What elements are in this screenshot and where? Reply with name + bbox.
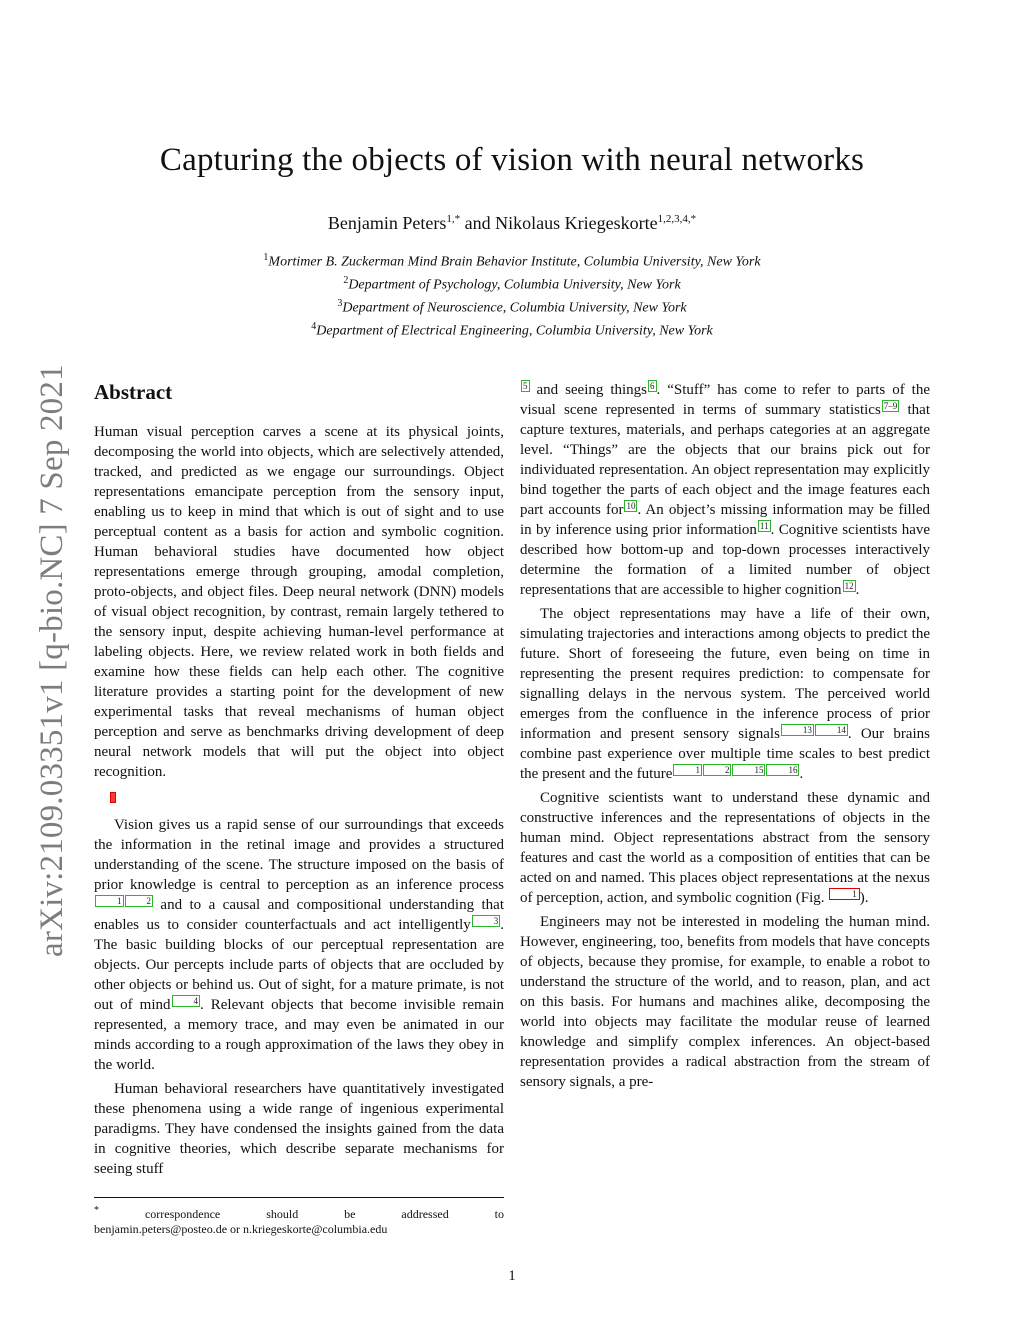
citation-link[interactable]: 14 xyxy=(815,724,848,736)
affiliation-number: 2 xyxy=(343,275,349,287)
citation-link[interactable]: 1 xyxy=(95,895,124,907)
citation-link[interactable]: 1 xyxy=(673,764,702,776)
affiliation xyxy=(0,295,1024,318)
correspondence-footnote xyxy=(94,1197,504,1237)
affiliation-text: Department of Psychology, Columbia University, New York xyxy=(348,277,681,293)
citation-link[interactable]: 6 xyxy=(650,381,655,391)
paragraph-intro: Vision gives us a rapid sense of our surroundings that exceeds the information in the retinal image and provides a structured understanding of the scene. The structure imposed on the basis of prior knowledge is central to perception as an inference process1 2 and to a causal and compositional understanding that enables us to consider counterfactuals and act intelligently 3 . The basic building blocks of our perceptual representation are objects. Our percepts include parts of objects that are occluded by other objects or behind us. Out of sight, for a mature primate, is not out of mind 4 . Relevant objects that become invisible remain represented, a memory trace, and may even be animated in our minds according to a rough approximation of the laws they obey in the world. xyxy=(94,817,504,1073)
citation-link[interactable]: 13 xyxy=(781,724,814,736)
paragraph-behavioral: Human behavioral researchers have quantitatively investigated these phenomena using a wide range of ingenious experimental paradigms. They have condensed the insights gained from the data in cognitive theories, which describe separate mechanisms for seeing stuff xyxy=(94,1081,504,1177)
citation-link[interactable]: 10 xyxy=(626,501,636,511)
citation-link[interactable]: 2 xyxy=(703,764,732,776)
affiliation xyxy=(0,318,1024,341)
author-line xyxy=(0,206,1024,236)
citation-link[interactable]: 11 xyxy=(759,521,769,531)
affiliation xyxy=(0,272,1024,295)
paragraph-engineers: Engineers may not be interested in modeling the human mind. However, engineering, too, benefits from models that have concepts of objects, because they promise, for example, to enable a robot to understand the structure of the world, and to reason, plan, and act on this basis. For humans and machines alike, decomposing the world into objects may facilitate the modular reuse of learned knowledge and simplify complex inferences. An object-based representation provides a radical abstraction from the stream of sensory signals, a pre- xyxy=(520,914,930,1090)
left-column xyxy=(94,380,504,1179)
citation-link[interactable]: 3 xyxy=(472,915,501,927)
citation-link[interactable]: 4 xyxy=(172,995,201,1007)
footnote-line xyxy=(94,1203,504,1222)
author-1: Benjamin Peters xyxy=(327,213,447,233)
citation-link[interactable]: 16 xyxy=(766,764,799,776)
paragraph-cognitive-scientists: Cognitive scientists want to understand these dynamic and constructive inferences and the representations of objects in the human mind. Object representations abstract from the sensory features and cast the world as a composition of entities that can be acted on and named. This places object representations at the nexus of perception, action, and symbolic cognition (Fig. 1 ). xyxy=(520,790,930,906)
author-2: Nikolaus Kriegeskorte xyxy=(495,213,658,233)
affiliation-text: Mortimer B. Zuckerman Mind Brain Behavior Institute, Columbia University, New York xyxy=(268,254,761,270)
author-1-affil: 1,* xyxy=(446,213,461,225)
citation-link[interactable]: 7–9 xyxy=(883,401,898,411)
affiliation-number: 4 xyxy=(311,321,317,333)
footnote-mark: * xyxy=(94,1205,99,1216)
affiliation xyxy=(0,249,1024,272)
citation-link[interactable]: 2 xyxy=(125,895,154,907)
paragraph-behavioral-continued: 5 and seeing things 6 . “Stuff” has come to refer to parts of the visual scene represented in terms of summary statistics 7–9 that capture textures, materials, and perhaps categories at an aggregate level. “Things” are the objects that our brains pick out for individuated representation. An object representation may explicitly bind together the parts of each object and the image features each part accounts for 10 . An object’s missing information may be filled in by inference using prior information 11 . Cognitive scientists have described how bottom-up and top-down processes interactively determine the formation of a limited number of object representations that are accessible to higher cognition 12 . xyxy=(520,381,931,598)
affiliation-number: 1 xyxy=(263,252,269,263)
affiliation-text: Department of Neuroscience, Columbia University, New York xyxy=(342,300,687,316)
citation-link[interactable]: 12 xyxy=(844,581,854,591)
abstract-text: Human visual perception carves a scene at its physical joints, decomposing the world into objects, which are selectively attended, tracked, and predicted as we engage our surroundings. Object representations emancipate perception from the sensory input, enabling us to keep in mind that which is out of sight and to use perceptual content as a basis for action and symbolic cognition. Human behavioral studies have documented how object representations emerge through grouping, amodal completion, proto-objects, and object files. Deep neural network (DNN) models of visual object recognition, by contrast, remain largely tethered to the sensory input, despite achieving human-level performance at labeling objects. Here, we review related work in both fields and examine how these fields can help each other. The cognitive literature provides a starting point for the development of new experimental tasks that reveal mechanisms of human object perception and serve as benchmarks driving development of deep neural network models that will put the object into object recognition. xyxy=(94,424,504,780)
footnote-emails[interactable]: benjamin.peters@posteo.de or n.kriegeskorte@columbia.edu xyxy=(94,1222,388,1236)
abstract-heading: Abstract xyxy=(94,380,173,404)
author-conjunction: and xyxy=(460,213,496,233)
affiliation-number: 3 xyxy=(337,298,343,310)
citation-link[interactable]: 5 xyxy=(523,381,528,391)
affiliation-text: Department of Electrical Engineering, Columbia University, New York xyxy=(316,324,713,340)
bookmark-anchor-marker[interactable] xyxy=(110,792,116,803)
paragraph-prediction: The object representations may have a life of their own, simulating trajectories and interactions among objects to predict the future. Short of foreseeing the future, even being on time in representing the present requires prediction: to compensate for signalling delays in the nervous system. The perceived world emerges from the confluence in the inference process of prior information and present sensory signals 13 14 . Our brains combine past experience over multiple time scales to best predict the present and the future 1 2 15 16 . xyxy=(520,606,930,782)
right-column xyxy=(520,380,930,1092)
citation-link[interactable]: 15 xyxy=(732,764,765,776)
footnote-text: correspondence should be addressed to xyxy=(144,1207,504,1221)
page-number: 1 xyxy=(508,1268,516,1284)
affiliations xyxy=(0,249,1024,342)
arxiv-identifier: arXiv:2109.03351v1 [q-bio.NC] 7 Sep 2021 xyxy=(34,364,70,957)
figure-reference-link[interactable]: 1 xyxy=(829,888,860,900)
author-2-affil: 1,2,3,4,* xyxy=(657,213,697,225)
paper-title: Capturing the objects of vision with neural networks xyxy=(159,142,865,178)
